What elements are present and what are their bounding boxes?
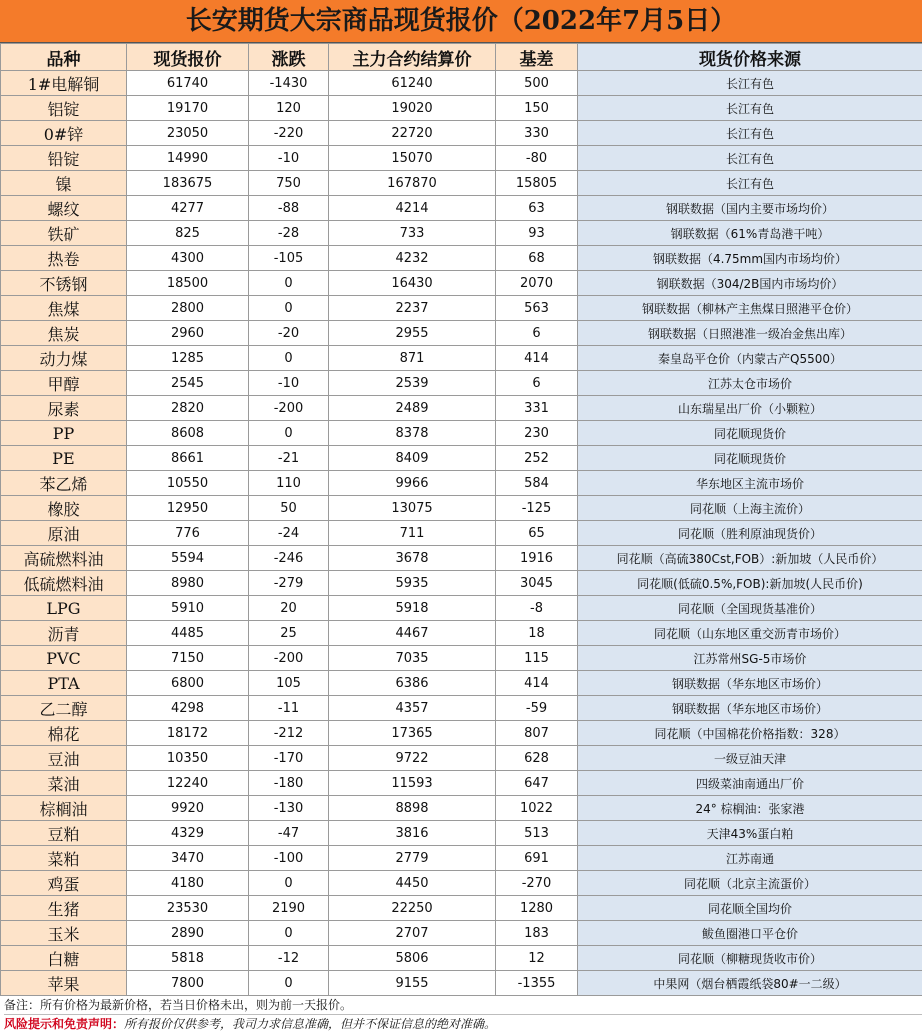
spot-price-cell: 23050 <box>127 121 249 146</box>
basis-cell: 513 <box>496 821 578 846</box>
price-table <box>0 43 922 996</box>
table-body <box>1 71 922 996</box>
basis-cell: 647 <box>496 771 578 796</box>
price-source-cell: 同花顺（山东地区重交沥青市场价） <box>578 621 922 646</box>
spot-price-cell: 8980 <box>127 571 249 596</box>
change-cell: -180 <box>249 771 329 796</box>
spot-price-cell: 12950 <box>127 496 249 521</box>
basis-cell: 252 <box>496 446 578 471</box>
settlement-cell: 711 <box>329 521 496 546</box>
settlement-cell: 22250 <box>329 896 496 921</box>
variety-cell: 生猪 <box>1 896 127 921</box>
spot-price-cell: 825 <box>127 221 249 246</box>
variety-cell: 0#锌 <box>1 121 127 146</box>
change-cell: 50 <box>249 496 329 521</box>
settlement-cell: 61240 <box>329 71 496 96</box>
spot-price-cell: 7800 <box>127 971 249 996</box>
change-cell: -212 <box>249 721 329 746</box>
settlement-cell: 2779 <box>329 846 496 871</box>
settlement-cell: 22720 <box>329 121 496 146</box>
basis-cell: 2070 <box>496 271 578 296</box>
table-row <box>1 71 922 96</box>
table-row <box>1 571 922 596</box>
spot-price-cell: 2890 <box>127 921 249 946</box>
spot-price-cell: 7150 <box>127 646 249 671</box>
table-row <box>1 121 922 146</box>
basis-cell: 15805 <box>496 171 578 196</box>
spot-price-cell: 2820 <box>127 396 249 421</box>
basis-cell: 115 <box>496 646 578 671</box>
price-source-cell: 同花顺（柳糖现货收市价） <box>578 946 922 971</box>
change-cell: -11 <box>249 696 329 721</box>
table-row <box>1 271 922 296</box>
table-row <box>1 646 922 671</box>
variety-cell: 不锈钢 <box>1 271 127 296</box>
price-source-cell: 长江有色 <box>578 96 922 121</box>
spot-price-cell: 12240 <box>127 771 249 796</box>
table-row <box>1 221 922 246</box>
basis-cell: -80 <box>496 146 578 171</box>
settlement-cell: 2539 <box>329 371 496 396</box>
variety-cell: 焦炭 <box>1 321 127 346</box>
variety-cell: 白糖 <box>1 946 127 971</box>
header-variety: 品种 <box>1 44 127 71</box>
change-cell: 0 <box>249 346 329 371</box>
table-row <box>1 446 922 471</box>
settlement-cell: 5918 <box>329 596 496 621</box>
price-source-cell: 钢联数据（4.75mm国内市场均价） <box>578 246 922 271</box>
settlement-cell: 2489 <box>329 396 496 421</box>
change-cell: -200 <box>249 646 329 671</box>
page-title: 长安期货大宗商品现货报价（2022年7月5日） <box>0 0 922 43</box>
table-row <box>1 971 922 996</box>
header-spot-price: 现货报价 <box>127 44 249 71</box>
price-source-cell: 同花顺全国均价 <box>578 896 922 921</box>
price-source-cell: 四级菜油南通出厂价 <box>578 771 922 796</box>
settlement-cell: 2707 <box>329 921 496 946</box>
price-source-cell: 同花顺（中国棉花价格指数：328） <box>578 721 922 746</box>
price-source-cell: 长江有色 <box>578 121 922 146</box>
basis-cell: 414 <box>496 346 578 371</box>
price-source-cell: 一级豆油天津 <box>578 746 922 771</box>
basis-cell: 500 <box>496 71 578 96</box>
settlement-cell: 15070 <box>329 146 496 171</box>
price-source-cell: 山东瑞星出厂价（小颗粒） <box>578 396 922 421</box>
table-row <box>1 671 922 696</box>
table-row <box>1 546 922 571</box>
price-source-cell: 同花顺(低硫0.5%,FOB):新加坡(人民币价) <box>578 571 922 596</box>
table-row <box>1 796 922 821</box>
spot-price-cell: 4277 <box>127 196 249 221</box>
price-source-cell: 钢联数据（华东地区市场价） <box>578 696 922 721</box>
settlement-cell: 2237 <box>329 296 496 321</box>
settlement-cell: 9155 <box>329 971 496 996</box>
spot-price-cell: 61740 <box>127 71 249 96</box>
table-row <box>1 946 922 971</box>
price-source-cell: 江苏南通 <box>578 846 922 871</box>
variety-cell: 1#电解铜 <box>1 71 127 96</box>
settlement-cell: 9722 <box>329 746 496 771</box>
basis-cell: 584 <box>496 471 578 496</box>
change-cell: -88 <box>249 196 329 221</box>
spot-price-cell: 10350 <box>127 746 249 771</box>
table-row <box>1 521 922 546</box>
settlement-cell: 3678 <box>329 546 496 571</box>
variety-cell: 沥青 <box>1 621 127 646</box>
variety-cell: 苯乙烯 <box>1 471 127 496</box>
price-source-cell: 秦皇岛平仓价（内蒙古产Q5500） <box>578 346 922 371</box>
table-row <box>1 696 922 721</box>
risk-label: 风险提示和免责声明： <box>4 1017 124 1031</box>
variety-cell: PVC <box>1 646 127 671</box>
settlement-cell: 8409 <box>329 446 496 471</box>
table-row <box>1 396 922 421</box>
price-source-cell: 同花顺（北京主流蛋价） <box>578 871 922 896</box>
basis-cell: -8 <box>496 596 578 621</box>
basis-cell: 6 <box>496 371 578 396</box>
spot-price-cell: 5594 <box>127 546 249 571</box>
change-cell: -200 <box>249 396 329 421</box>
table-row <box>1 421 922 446</box>
basis-cell: 183 <box>496 921 578 946</box>
change-cell: -47 <box>249 821 329 846</box>
price-source-cell: 同花顺（胜利原油现货价） <box>578 521 922 546</box>
spot-price-cell: 8661 <box>127 446 249 471</box>
spot-price-cell: 2960 <box>127 321 249 346</box>
spot-price-cell: 3470 <box>127 846 249 871</box>
table-row <box>1 846 922 871</box>
price-source-cell: 钢联数据（华东地区市场价） <box>578 671 922 696</box>
change-cell: 110 <box>249 471 329 496</box>
basis-cell: 150 <box>496 96 578 121</box>
change-cell: -10 <box>249 146 329 171</box>
settlement-cell: 4450 <box>329 871 496 896</box>
variety-cell: PE <box>1 446 127 471</box>
basis-cell: 18 <box>496 621 578 646</box>
settlement-cell: 16430 <box>329 271 496 296</box>
price-source-cell: 钢联数据（304/2B国内市场均价） <box>578 271 922 296</box>
variety-cell: 动力煤 <box>1 346 127 371</box>
table-row <box>1 246 922 271</box>
settlement-cell: 8378 <box>329 421 496 446</box>
change-cell: 20 <box>249 596 329 621</box>
variety-cell: 铁矿 <box>1 221 127 246</box>
variety-cell: 低硫燃料油 <box>1 571 127 596</box>
price-source-cell: 同花顺（高硫380Cst,FOB）:新加坡（人民币价） <box>578 546 922 571</box>
price-source-cell: 中果网（烟台栖霞纸袋80#一二级） <box>578 971 922 996</box>
spot-price-cell: 776 <box>127 521 249 546</box>
variety-cell: 橡胶 <box>1 496 127 521</box>
change-cell: 0 <box>249 296 329 321</box>
spot-price-cell: 4300 <box>127 246 249 271</box>
settlement-cell: 7035 <box>329 646 496 671</box>
table-row <box>1 771 922 796</box>
settlement-cell: 167870 <box>329 171 496 196</box>
table-row <box>1 896 922 921</box>
risk-text: 所有报价仅供参考，我司力求信息准确，但并不保证信息的绝对准确。 <box>124 1017 496 1031</box>
change-cell: 0 <box>249 871 329 896</box>
change-cell: -12 <box>249 946 329 971</box>
table-row <box>1 496 922 521</box>
settlement-cell: 5806 <box>329 946 496 971</box>
price-source-cell: 钢联数据（61%青岛港干吨） <box>578 221 922 246</box>
remark-note: 备注：所有价格为最新价格，若当日价格未出，则为前一天报价。 <box>4 996 922 1015</box>
variety-cell: 乙二醇 <box>1 696 127 721</box>
price-source-cell: 华东地区主流市场价 <box>578 471 922 496</box>
table-row <box>1 146 922 171</box>
basis-cell: 691 <box>496 846 578 871</box>
change-cell: -130 <box>249 796 329 821</box>
basis-cell: 414 <box>496 671 578 696</box>
spot-price-cell: 2545 <box>127 371 249 396</box>
spot-price-cell: 10550 <box>127 471 249 496</box>
variety-cell: 菜粕 <box>1 846 127 871</box>
change-cell: 25 <box>249 621 329 646</box>
spot-price-cell: 6800 <box>127 671 249 696</box>
spot-price-cell: 2800 <box>127 296 249 321</box>
price-source-cell: 同花顺（全国现货基准价） <box>578 596 922 621</box>
change-cell: 2190 <box>249 896 329 921</box>
basis-cell: 563 <box>496 296 578 321</box>
variety-cell: 热卷 <box>1 246 127 271</box>
variety-cell: 原油 <box>1 521 127 546</box>
table-row <box>1 871 922 896</box>
basis-cell: 807 <box>496 721 578 746</box>
spot-price-cell: 23530 <box>127 896 249 921</box>
spot-price-cell: 18500 <box>127 271 249 296</box>
basis-cell: 3045 <box>496 571 578 596</box>
price-source-cell: 钢联数据（柳林产主焦煤日照港平仓价） <box>578 296 922 321</box>
basis-cell: 628 <box>496 746 578 771</box>
header-main-contract-settlement: 主力合约结算价 <box>329 44 496 71</box>
price-source-cell: 鲅鱼圈港口平仓价 <box>578 921 922 946</box>
spot-price-cell: 18172 <box>127 721 249 746</box>
spot-price-cell: 4329 <box>127 821 249 846</box>
table-row <box>1 471 922 496</box>
change-cell: -279 <box>249 571 329 596</box>
spot-price-cell: 19170 <box>127 96 249 121</box>
price-source-cell: 同花顺（上海主流价） <box>578 496 922 521</box>
change-cell: -105 <box>249 246 329 271</box>
change-cell: -246 <box>249 546 329 571</box>
change-cell: 105 <box>249 671 329 696</box>
variety-cell: 鸡蛋 <box>1 871 127 896</box>
settlement-cell: 5935 <box>329 571 496 596</box>
basis-cell: 1916 <box>496 546 578 571</box>
header-change: 涨跌 <box>249 44 329 71</box>
settlement-cell: 4232 <box>329 246 496 271</box>
change-cell: -28 <box>249 221 329 246</box>
variety-cell: 甲醇 <box>1 371 127 396</box>
table-row <box>1 746 922 771</box>
table-row <box>1 96 922 121</box>
spot-price-cell: 183675 <box>127 171 249 196</box>
basis-cell: 230 <box>496 421 578 446</box>
variety-cell: LPG <box>1 596 127 621</box>
spot-price-cell: 1285 <box>127 346 249 371</box>
price-source-cell: 长江有色 <box>578 171 922 196</box>
basis-cell: 6 <box>496 321 578 346</box>
basis-cell: 63 <box>496 196 578 221</box>
risk-disclaimer <box>4 1015 922 1033</box>
basis-cell: -59 <box>496 696 578 721</box>
spot-price-cell: 9920 <box>127 796 249 821</box>
notes-section <box>0 996 922 1033</box>
variety-cell: 铅锭 <box>1 146 127 171</box>
change-cell: 120 <box>249 96 329 121</box>
price-source-cell: 江苏太仓市场价 <box>578 371 922 396</box>
change-cell: 0 <box>249 971 329 996</box>
basis-cell: 12 <box>496 946 578 971</box>
variety-cell: 棕榈油 <box>1 796 127 821</box>
variety-cell: 豆油 <box>1 746 127 771</box>
basis-cell: 93 <box>496 221 578 246</box>
price-source-cell: 钢联数据（日照港准一级冶金焦出库） <box>578 321 922 346</box>
spot-price-cell: 14990 <box>127 146 249 171</box>
header-basis: 基差 <box>496 44 578 71</box>
price-source-cell: 同花顺现货价 <box>578 446 922 471</box>
settlement-cell: 871 <box>329 346 496 371</box>
change-cell: 750 <box>249 171 329 196</box>
price-source-cell: 长江有色 <box>578 71 922 96</box>
table-row <box>1 821 922 846</box>
spot-price-cell: 4485 <box>127 621 249 646</box>
basis-cell: 330 <box>496 121 578 146</box>
settlement-cell: 733 <box>329 221 496 246</box>
settlement-cell: 11593 <box>329 771 496 796</box>
basis-cell: 1022 <box>496 796 578 821</box>
price-source-cell: 钢联数据（国内主要市场均价） <box>578 196 922 221</box>
change-cell: -10 <box>249 371 329 396</box>
table-row <box>1 721 922 746</box>
variety-cell: 菜油 <box>1 771 127 796</box>
spot-price-cell: 4298 <box>127 696 249 721</box>
price-source-cell: 江苏常州SG-5市场价 <box>578 646 922 671</box>
change-cell: -220 <box>249 121 329 146</box>
variety-cell: 豆粕 <box>1 821 127 846</box>
price-source-cell: 同花顺现货价 <box>578 421 922 446</box>
spot-price-cell: 5818 <box>127 946 249 971</box>
basis-cell: -270 <box>496 871 578 896</box>
settlement-cell: 8898 <box>329 796 496 821</box>
variety-cell: 焦煤 <box>1 296 127 321</box>
table-row <box>1 921 922 946</box>
variety-cell: 高硫燃料油 <box>1 546 127 571</box>
spot-price-cell: 4180 <box>127 871 249 896</box>
variety-cell: 尿素 <box>1 396 127 421</box>
table-header-row <box>1 44 922 71</box>
settlement-cell: 3816 <box>329 821 496 846</box>
variety-cell: 棉花 <box>1 721 127 746</box>
change-cell: -21 <box>249 446 329 471</box>
change-cell: -1430 <box>249 71 329 96</box>
table-row <box>1 596 922 621</box>
settlement-cell: 6386 <box>329 671 496 696</box>
basis-cell: -125 <box>496 496 578 521</box>
basis-cell: -1355 <box>496 971 578 996</box>
spot-price-cell: 5910 <box>127 596 249 621</box>
basis-cell: 65 <box>496 521 578 546</box>
change-cell: 0 <box>249 271 329 296</box>
settlement-cell: 13075 <box>329 496 496 521</box>
variety-cell: PP <box>1 421 127 446</box>
settlement-cell: 4467 <box>329 621 496 646</box>
variety-cell: 玉米 <box>1 921 127 946</box>
table-row <box>1 296 922 321</box>
basis-cell: 68 <box>496 246 578 271</box>
change-cell: 0 <box>249 921 329 946</box>
price-source-cell: 24° 棕榈油：张家港 <box>578 796 922 821</box>
change-cell: -170 <box>249 746 329 771</box>
price-source-cell: 长江有色 <box>578 146 922 171</box>
table-row <box>1 371 922 396</box>
variety-cell: 螺纹 <box>1 196 127 221</box>
change-cell: -20 <box>249 321 329 346</box>
settlement-cell: 4357 <box>329 696 496 721</box>
table-row <box>1 621 922 646</box>
table-row <box>1 196 922 221</box>
settlement-cell: 2955 <box>329 321 496 346</box>
variety-cell: 铝锭 <box>1 96 127 121</box>
change-cell: -24 <box>249 521 329 546</box>
settlement-cell: 4214 <box>329 196 496 221</box>
table-row <box>1 321 922 346</box>
change-cell: -100 <box>249 846 329 871</box>
settlement-cell: 17365 <box>329 721 496 746</box>
basis-cell: 331 <box>496 396 578 421</box>
table-row <box>1 346 922 371</box>
variety-cell: 镍 <box>1 171 127 196</box>
settlement-cell: 19020 <box>329 96 496 121</box>
variety-cell: PTA <box>1 671 127 696</box>
basis-cell: 1280 <box>496 896 578 921</box>
header-price-source: 现货价格来源 <box>578 44 922 71</box>
spot-price-cell: 8608 <box>127 421 249 446</box>
table-row <box>1 171 922 196</box>
price-source-cell: 天津43%蛋白粕 <box>578 821 922 846</box>
change-cell: 0 <box>249 421 329 446</box>
variety-cell: 苹果 <box>1 971 127 996</box>
settlement-cell: 9966 <box>329 471 496 496</box>
